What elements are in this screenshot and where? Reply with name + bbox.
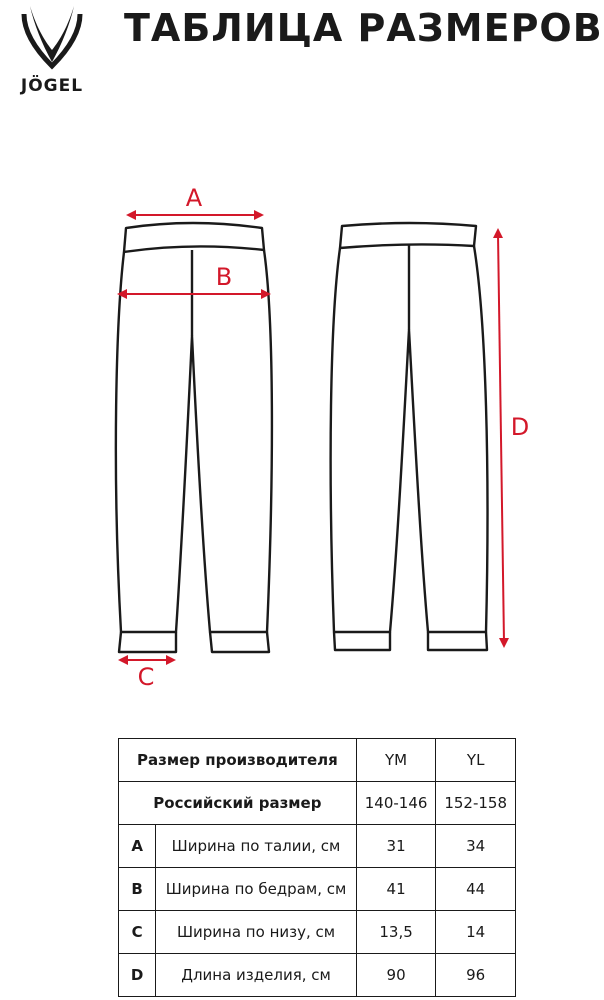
pants-front-view	[116, 223, 272, 652]
russian-label-cell: Российский размер	[119, 782, 357, 825]
page-title: ТАБЛИЦА РАЗМЕРОВ	[124, 6, 603, 50]
row-label: Ширина по талии, см	[156, 825, 357, 868]
row-value-yl: 44	[436, 868, 516, 911]
front-outline	[116, 250, 272, 632]
row-value-yl: 14	[436, 911, 516, 954]
brand-name: JÖGEL	[20, 76, 84, 96]
header-size-ym: YM	[356, 739, 436, 782]
table-row-header	[119, 739, 516, 782]
front-waistband	[124, 223, 264, 252]
size-table	[118, 738, 516, 997]
label-c: C	[137, 663, 155, 691]
header-size-yl: YL	[436, 739, 516, 782]
row-value-yl: 96	[436, 954, 516, 997]
table-row	[119, 868, 516, 911]
jogel-emblem-icon	[0, 0, 104, 76]
pants-back-view	[331, 223, 488, 650]
row-value-ym: 31	[356, 825, 436, 868]
front-left-cuff	[119, 632, 176, 652]
row-key: B	[119, 868, 156, 911]
row-label: Ширина по бедрам, см	[156, 868, 357, 911]
label-d: D	[510, 413, 530, 441]
measure-d	[493, 228, 509, 648]
table-row	[119, 825, 516, 868]
row-value-yl: 34	[436, 825, 516, 868]
brand-logo	[0, 0, 110, 100]
measure-b	[117, 289, 271, 299]
row-label: Длина изделия, см	[156, 954, 357, 997]
table-row	[119, 911, 516, 954]
row-label: Ширина по низу, см	[156, 911, 357, 954]
table-row-russian	[119, 782, 516, 825]
label-b: B	[215, 263, 233, 291]
row-value-ym: 41	[356, 868, 436, 911]
russian-size-2: 152-158	[436, 782, 516, 825]
front-right-cuff	[210, 632, 269, 652]
header-label-cell: Размер производителя	[119, 739, 357, 782]
row-key: D	[119, 954, 156, 997]
back-right-cuff	[428, 632, 487, 650]
row-key: A	[119, 825, 156, 868]
row-value-ym: 13,5	[356, 911, 436, 954]
label-a: A	[185, 184, 203, 212]
back-left-cuff	[334, 632, 390, 650]
row-key: C	[119, 911, 156, 954]
table-row	[119, 954, 516, 997]
row-value-ym: 90	[356, 954, 436, 997]
pants-diagram	[0, 170, 604, 700]
russian-size-1: 140-146	[356, 782, 436, 825]
